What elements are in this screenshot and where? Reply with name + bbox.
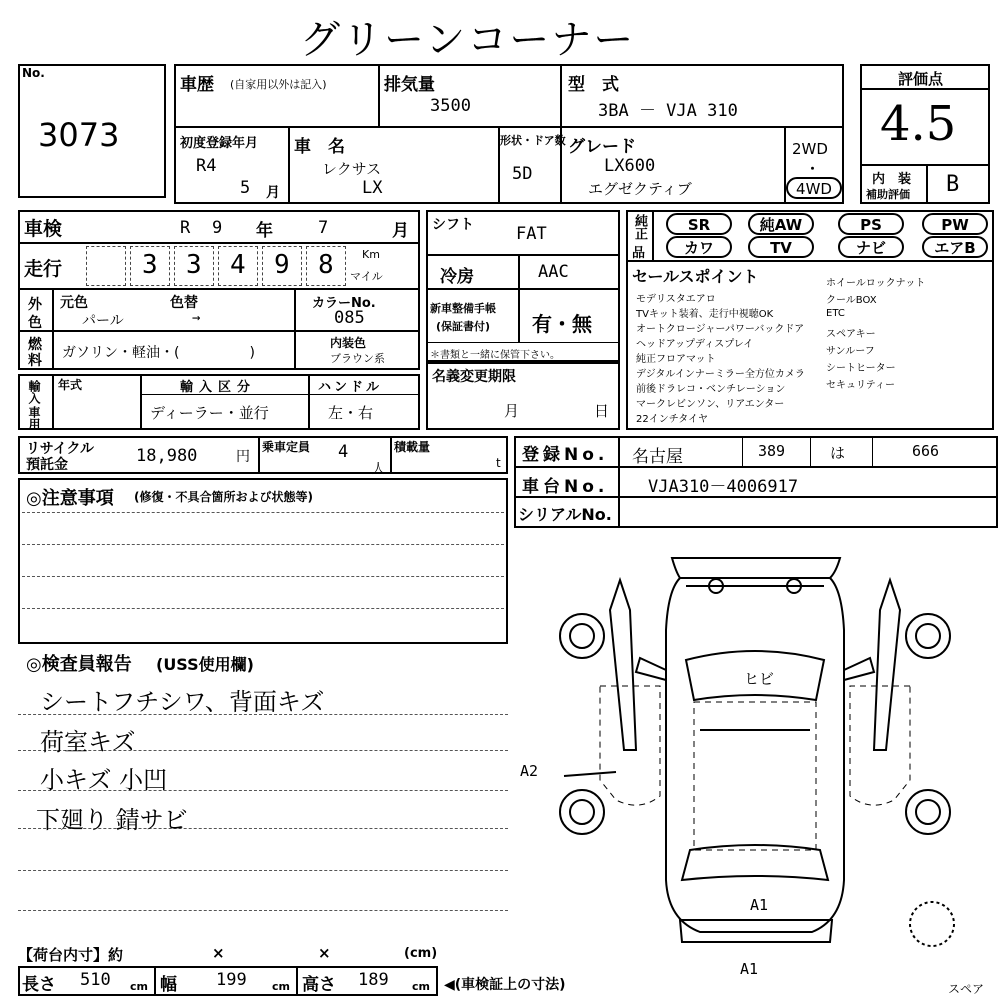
fuel-label-top: 燃	[28, 337, 42, 353]
sales-point-item: デジタルインナーミラー全方位カメラ	[636, 369, 805, 380]
manual-label-bottom: (保証書付)	[436, 320, 491, 333]
history-note: (自家用以外は記入)	[230, 78, 327, 91]
capacity-unit: 人	[372, 462, 386, 477]
dims-note: ◀(車検証上の寸法)	[444, 977, 566, 993]
drive-2wd: 2WD	[792, 140, 828, 158]
color-arrow: →	[192, 310, 201, 326]
lot-number: 3073	[38, 116, 120, 154]
report-line-4: 下廻り 錆サビ	[36, 806, 188, 834]
sales-point-item: セキュリティー	[826, 380, 895, 391]
option-pill: ナビ	[838, 236, 904, 258]
option-pill: カワ	[666, 236, 732, 258]
serial-label: シリアルNo.	[518, 505, 612, 524]
width-label: 幅	[160, 975, 177, 995]
color-original-label: 元色	[60, 295, 88, 311]
first-reg-month: 5	[240, 178, 251, 198]
registration-place: 名古屋	[632, 447, 683, 467]
inspection-label: 車検	[24, 218, 63, 240]
height-unit: cm	[412, 980, 430, 993]
cargo-x1: ×	[212, 944, 225, 962]
diagram-windshield-mark: ヒビ	[744, 670, 775, 688]
color-original-value: パール	[82, 313, 124, 329]
diagram-bottom-mark: A1	[740, 960, 759, 978]
option-pill: PS	[838, 213, 904, 235]
import-class-value: ディーラー・並行	[150, 404, 269, 422]
sales-point-item: TVキット装着、走行中視聴OK	[636, 309, 774, 320]
first-reg-month-unit: 月	[266, 185, 280, 201]
options-label-bottom: 品	[632, 246, 646, 261]
displacement-value: 3500	[430, 96, 471, 116]
color-label-bottom: 色	[28, 315, 42, 331]
color-code-value: 085	[334, 308, 365, 328]
report-line-1: シートフチシワ、背面キズ	[40, 688, 325, 716]
cargo-unit: (cm)	[404, 946, 438, 961]
model-label: 型 式	[568, 75, 619, 95]
model-value: 3BA － VJA 310	[598, 101, 738, 121]
inspection-year-unit: 年	[256, 221, 273, 241]
registration-kana: は	[830, 444, 846, 462]
load-unit: t	[496, 456, 501, 470]
sales-point-item: クールBOX	[826, 295, 877, 306]
doors-value: 5D	[512, 164, 533, 184]
height-value: 189	[358, 970, 389, 990]
first-reg-label: 初度登録年月	[180, 136, 259, 151]
chassis-value: VJA310－4006917	[648, 477, 799, 497]
lot-no-label: No.	[22, 66, 45, 80]
sales-point-item: 前後ドラレコ・ベンチレーション	[636, 384, 786, 395]
sales-point-item: マークレビンソン、リアエンター	[636, 399, 785, 410]
score-label: 評価点	[898, 70, 944, 88]
capacity-label: 乗車定員	[262, 440, 311, 454]
registration-class: 389	[758, 442, 786, 460]
mileage-digit: 8	[318, 250, 334, 280]
option-pill: SR	[666, 213, 732, 235]
manual-value: 有・無	[532, 312, 592, 336]
sales-point-item: 22インチタイヤ	[636, 414, 709, 425]
grade-line2: エグゼクティブ	[588, 180, 692, 198]
registration-label: 登録No.	[522, 445, 609, 465]
color-label-top: 外	[28, 297, 42, 313]
recycle-label-top: リサイクル	[26, 441, 95, 457]
name-change-label: 名義変更期限	[432, 369, 516, 385]
sales-point-item: スペアキー	[826, 329, 876, 340]
notes-subtitle: (修復・不具合箇所および状態等)	[134, 490, 313, 504]
car-name-line2: LX	[362, 178, 383, 198]
width-value: 199	[216, 970, 247, 990]
report-title: ◎検査員報告	[26, 654, 132, 675]
manual-note: ＊書類と一緒に保管下さい。	[430, 350, 560, 361]
mileage-digit: 4	[230, 250, 246, 280]
drive-4wd-circled: 4WD	[786, 177, 842, 199]
capacity-value: 4	[338, 442, 349, 462]
mileage-unit-km: Km	[362, 248, 380, 261]
page-title: グリーンコーナー	[300, 17, 636, 63]
grade-label: グレード	[568, 137, 636, 157]
fuel-value: ガソリン・軽油・( )	[62, 345, 255, 361]
option-pill: 純AW	[748, 213, 814, 235]
diagram-rear-mark: A1	[750, 896, 769, 914]
cargo-x2: ×	[318, 944, 331, 962]
option-pill: エアB	[922, 236, 988, 258]
report-subtitle: (USS使用欄)	[156, 655, 254, 674]
mileage-digit-box	[86, 246, 126, 286]
score-value: 4.5	[880, 96, 957, 152]
interior-label: 内 装	[872, 172, 912, 187]
inspection-year: 9	[212, 218, 223, 238]
name-change-month: 月	[504, 402, 520, 420]
mileage-unit-mile: マイル	[350, 270, 383, 283]
displacement-label: 排気量	[384, 75, 435, 95]
report-line-2: 荷室キズ	[40, 728, 136, 756]
length-label: 長さ	[22, 975, 56, 995]
sales-point-item: オートクロージャーパワーバックドア	[636, 324, 805, 335]
sales-point-item: ホイールロックナット	[826, 278, 926, 289]
recycle-value: 18,980	[136, 446, 198, 466]
inspection-month: 7	[318, 218, 329, 238]
shift-value: FAT	[516, 224, 547, 244]
report-line-3: 小キズ 小凹	[40, 766, 168, 794]
doors-label: 形状・ドア数	[500, 134, 566, 147]
length-value: 510	[80, 970, 111, 990]
diagram-spare-label: スペア	[948, 982, 985, 996]
mileage-digit: 3	[186, 250, 202, 280]
color-code-label: カラーNo.	[312, 296, 376, 311]
sales-point-item: シートヒーター	[826, 363, 896, 374]
import-handle-label: ハンドル	[318, 380, 383, 395]
name-change-day: 日	[594, 402, 610, 420]
interior-sub: 補助評価	[866, 188, 910, 201]
first-reg-year: R4	[196, 156, 217, 176]
import-label-top: 輸入	[27, 380, 41, 404]
notes-title: ◎注意事項	[26, 488, 114, 509]
aircon-label: 冷房	[440, 267, 474, 287]
inspection-month-unit: 月	[392, 221, 409, 241]
import-handle-value: 左・右	[328, 404, 374, 422]
sales-point-item: モデリスタエアロ	[636, 294, 716, 305]
registration-number: 666	[912, 442, 940, 460]
grade-line1: LX600	[604, 156, 656, 176]
cargo-label: 【荷台内寸】約	[18, 946, 124, 964]
sales-point-item: ETC	[826, 308, 845, 319]
diagram-side-mark: A2	[520, 762, 539, 780]
chassis-label: 車台No.	[522, 477, 609, 497]
length-unit: cm	[130, 980, 148, 993]
mileage-digit: 3	[142, 250, 158, 280]
history-label: 車歴	[180, 75, 214, 95]
height-label: 高さ	[302, 975, 336, 995]
aircon-value: AAC	[538, 262, 569, 282]
import-label-bottom: 車用	[27, 406, 41, 430]
sales-point-item: サンルーフ	[826, 346, 875, 357]
inspection-era: R	[180, 218, 191, 238]
drive-dot: ・	[806, 162, 820, 177]
shift-label: シフト	[432, 217, 474, 233]
load-label: 積載量	[394, 440, 431, 454]
mileage-label: 走行	[24, 258, 63, 280]
import-year-label: 年式	[58, 378, 83, 392]
car-name-line1: レクサス	[322, 160, 382, 178]
sales-point-item: 純正フロアマット	[636, 354, 716, 365]
mileage-digit: 9	[274, 250, 290, 280]
manual-label-top: 新車整備手帳	[430, 302, 496, 315]
option-pill: TV	[748, 236, 814, 258]
color-repaint-label: 色替	[170, 295, 198, 311]
interior-color-value: ブラウン系	[330, 352, 385, 365]
interior-value: B	[946, 172, 960, 197]
sales-points-title: セールスポイント	[632, 267, 759, 286]
car-name-label: 車 名	[294, 137, 345, 157]
interior-color-label: 内装色	[330, 336, 367, 350]
option-pill: PW	[922, 213, 988, 235]
sales-point-item: ヘッドアップディスプレイ	[636, 339, 754, 350]
fuel-label-bottom: 料	[28, 353, 42, 369]
recycle-label-bottom: 預託金	[26, 457, 68, 473]
width-unit: cm	[272, 980, 290, 993]
options-label-top: 純正	[632, 214, 647, 240]
car-diagram	[540, 550, 980, 950]
import-class-label: 輸入区分	[180, 380, 257, 395]
recycle-unit: 円	[236, 449, 250, 465]
